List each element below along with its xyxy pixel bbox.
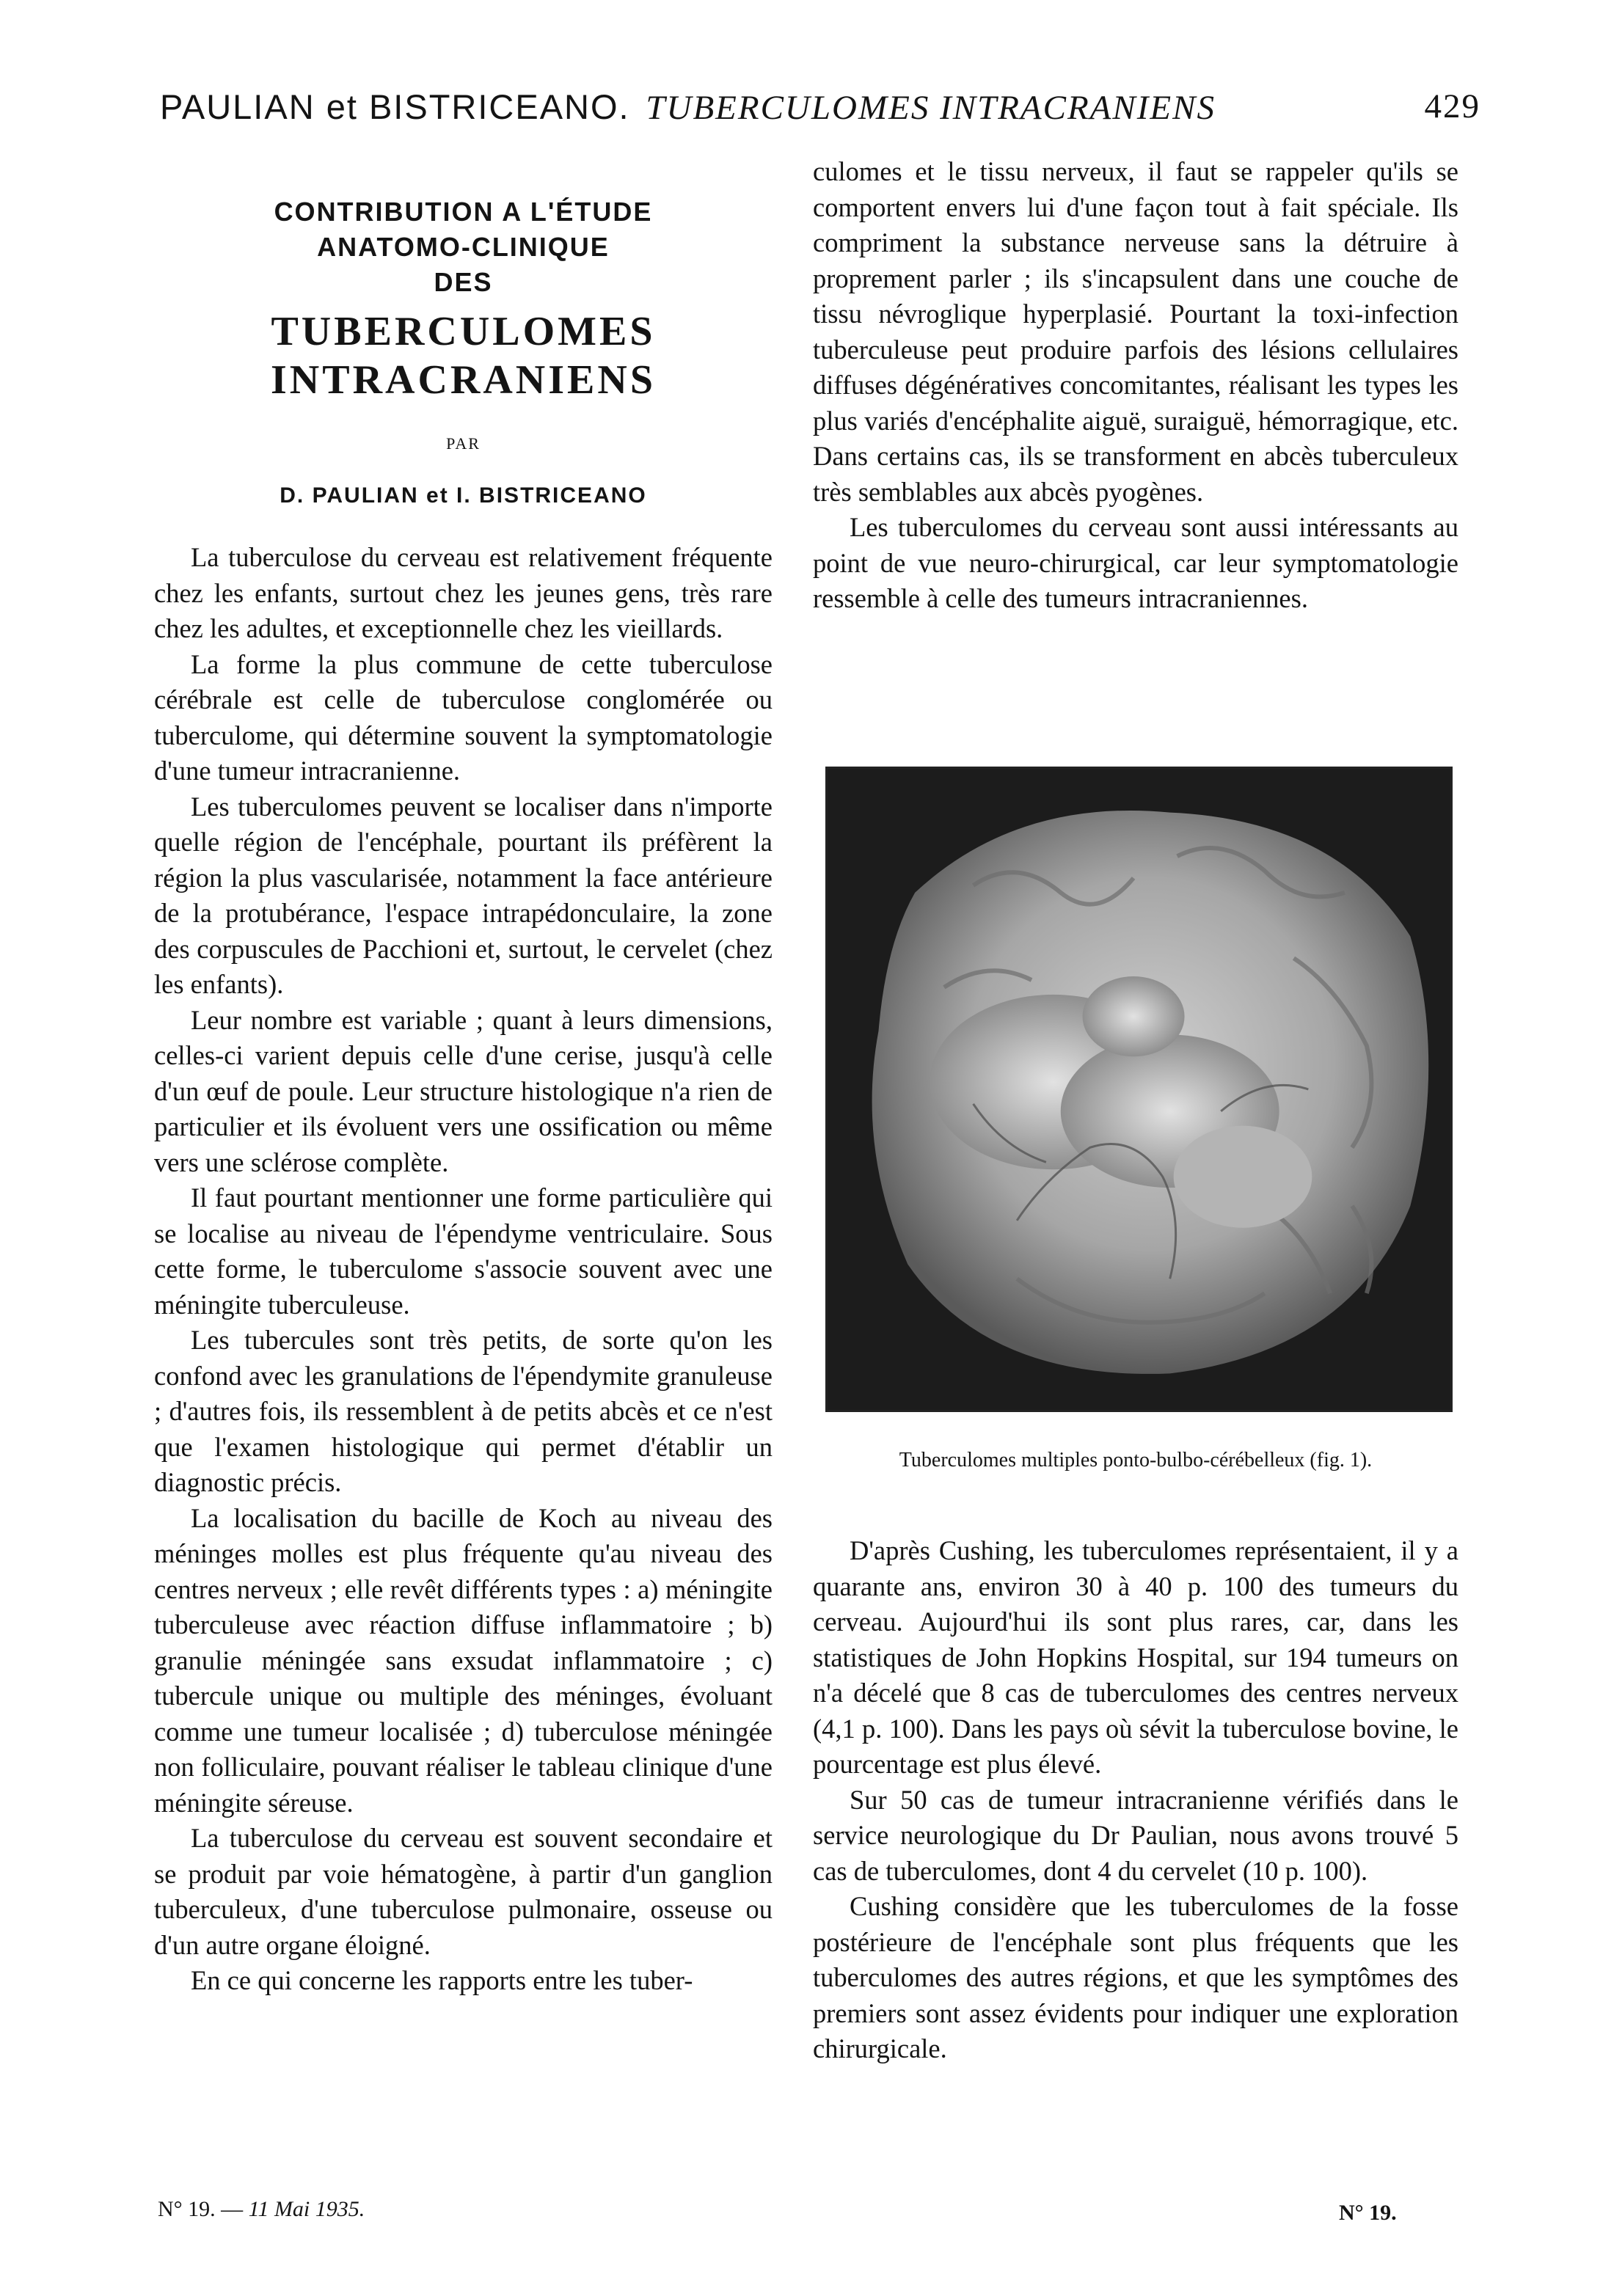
right-paragraph-2: Les tuberculomes du cerveau sont aussi intéressants au point de vue neuro-chirurgical, car leur symptomatologie ressemble à celle des tumeurs intracraniennes. — [813, 512, 1458, 613]
article-title-block — [154, 194, 773, 513]
right-paragraph-1: culomes et le tissu nerveux, il faut se rappeler qu'ils se comportent envers lui d'une façon tout à fait spéciale. Ils compriment la substance nerveuse sans la détruire à proprement parler ; ils s'incapsulent dans une couche de tissu névroglique hyperplasié. Pourtant la toxi-infection tuberculeuse peut produire parfois des lésions cellulaires diffuses dégénératives concomitantes, réalisant les types les plus variés d'encéphalite aiguë, suraiguë, hémorragique, etc. Dans certains cas, ils se transforment en abcès tuberculeux très semblables aux abcès pyogènes. — [813, 156, 1458, 507]
article-par: PAR — [446, 434, 481, 453]
page-number: 429 — [1424, 87, 1480, 125]
left-paragraph-2: La forme la plus commune de cette tuberculose cérébrale est celle de tuberculose conglomérée ou tuberculome, qui détermine souvent la symptomatologie d'une tumeur intracranienne. — [154, 648, 773, 786]
footer-issue: N° 19. — — [158, 2197, 244, 2221]
right-column-bottom — [813, 1533, 1458, 2067]
brain-photograph — [825, 767, 1453, 1412]
article-main-title-line2: INTRACRANIENS — [271, 357, 656, 403]
brain-illustration — [828, 769, 1450, 1410]
article-main-title-line1: TUBERCULOMES — [271, 309, 656, 354]
article-heading-line2: ANATOMO-CLINIQUE — [317, 232, 610, 262]
left-column — [154, 194, 773, 1999]
footer-issue-date — [158, 2197, 365, 2222]
running-head — [160, 87, 1480, 138]
left-paragraph-3: Les tuberculomes peuvent se localiser dans n'importe quelle région de l'encéphale, pourtant ils préfèrent la région la plus vascularisée, notamment la face antérieure de la protubérance, l'espace intrapédonculaire, la zone des corpuscules de Pacchioni et, surtout, le cervelet (chez les enfants). — [154, 791, 773, 999]
right-paragraph-4: Sur 50 cas de tumeur intracranienne vérifiés dans le service neurologique du Dr Paulian, nous avons trouvé 5 cas de tuberculomes, dont 4 du cervelet (10 p. 100). — [813, 1784, 1458, 1886]
left-paragraph-4: Leur nombre est variable ; quant à leurs dimensions, celles-ci varient depuis celle d'une cerise, jusqu'à celle d'un œuf de poule. Leur structure histologique n'a rien de particulier et ils évoluent vers une ossification ou même vers une sclérose complète. — [154, 1004, 773, 1177]
article-heading-line3: DES — [434, 267, 493, 297]
running-head-authors: PAULIAN et BISTRICEANO. — [160, 87, 630, 126]
running-head-title: TUBERCULOMES INTRACRANIENS — [646, 89, 1216, 127]
left-paragraph-9: En ce qui concerne les rapports entre les tuber- — [191, 1965, 693, 1995]
footer-issue-right: N° 19. — [1339, 2201, 1397, 2225]
left-paragraph-7: La localisation du bacille de Koch au niveau des méninges molles est plus fréquente qu'au niveau des centres nerveux ; elle revêt différents types : a) méningite tuberculeuse avec réaction diffuse inflammatoire ; b) granulie méningée sans exsudat inflammatoire ; c) tubercule unique ou multiple des méninges, évoluant comme une tumeur localisée ; d) tuberculose méningée non folliculaire, pouvant réaliser le tableau clinique d'une méningite séreuse. — [154, 1502, 773, 1818]
figure-caption: Tuberculomes multiples ponto-bulbo-cérébelleux (fig. 1). — [899, 1449, 1373, 1471]
article-authors: D. PAULIAN et I. BISTRICEANO — [280, 483, 647, 508]
footer-date: 11 Mai 1935. — [248, 2197, 365, 2221]
left-paragraph-1: La tuberculose du cerveau est relativement fréquente chez les enfants, surtout chez les jeunes gens, très rare chez les adultes, et exceptionnelle chez les vieillards. — [154, 542, 773, 643]
left-paragraph-5: Il faut pourtant mentionner une forme particulière qui se localise au niveau de l'épendyme ventriculaire. Sous cette forme, le tuberculome s'associe souvent avec une méningite tuberculeuse. — [154, 1182, 773, 1320]
left-paragraph-6: Les tubercules sont très petits, de sorte qu'on les confond avec les granulations de l'épendymite granuleuse ; d'autres fois, ils ressemblent à de petits abcès et ce n'est que l'examen histologique qui permet d'établir un diagnostic précis. — [154, 1325, 773, 1497]
right-paragraph-3: D'après Cushing, les tuberculomes représentaient, il y a quarante ans, environ 30 à 40 p. 100 des tumeurs du cerveau. Aujourd'hui ils sont plus rares, car, dans les statistiques de John Hopkins Hospital, sur 194 tumeurs on n'a décelé que 8 cas de tuberculomes des centres nerveux (4,1 p. 100). Dans les pays où sévit la tuberculose bovine, le pourcentage est plus élevé. — [813, 1535, 1458, 1779]
article-heading-line1: CONTRIBUTION A L'ÉTUDE — [274, 197, 653, 227]
right-column-top — [813, 154, 1458, 617]
left-paragraph-8: La tuberculose du cerveau est souvent secondaire et se produit par voie hématogène, à partir d'un ganglion tuberculeux, d'une tuberculose pulmonaire, osseuse ou d'un autre organe éloigné. — [154, 1823, 773, 1960]
right-paragraph-5: Cushing considère que les tuberculomes de la fosse postérieure de l'encéphale sont plus fréquents que les tuberculomes des autres régions, et que les symptômes des premiers sont assez évidents pour indiquer une exploration chirurgicale. — [813, 1891, 1458, 2063]
